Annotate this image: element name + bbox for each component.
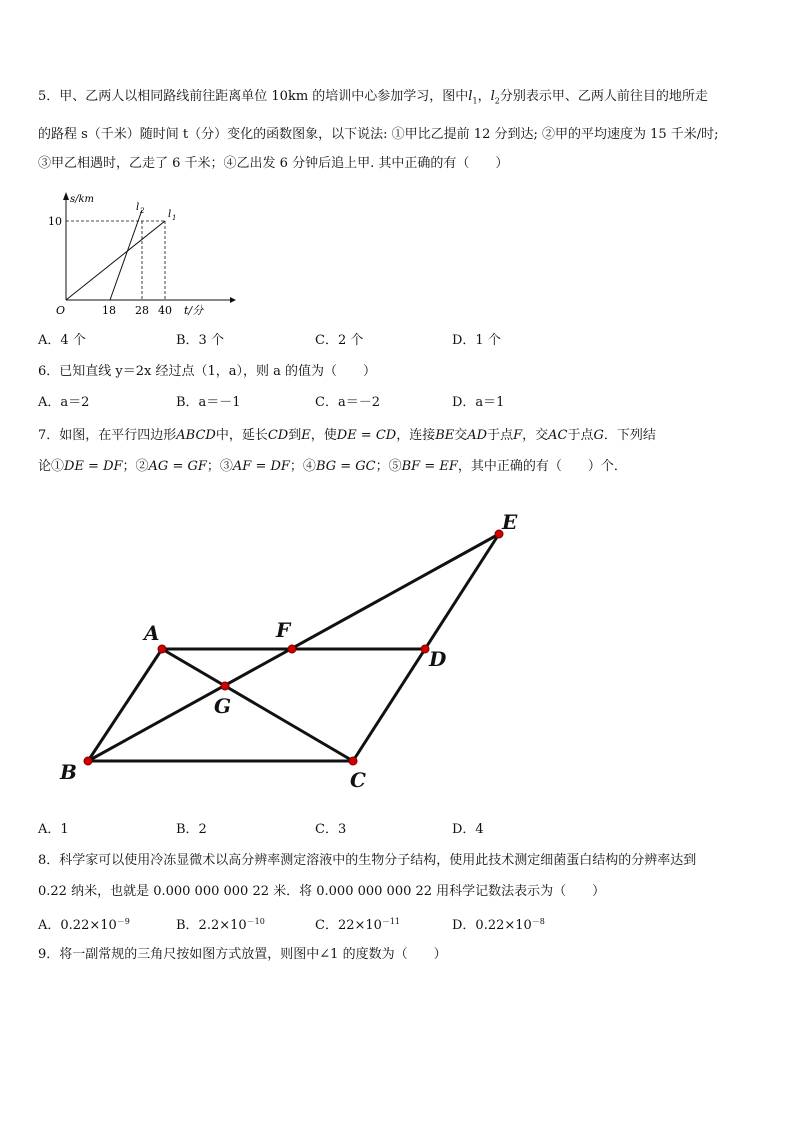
- y-axis-arrow: [63, 192, 69, 200]
- q5-l1-sub: 1: [472, 96, 478, 106]
- point-B: [84, 757, 92, 765]
- q8-option-d-base: D．0.22×10: [452, 918, 532, 933]
- q7-claim-4: BG = GC: [315, 459, 376, 474]
- label-A: A: [144, 621, 160, 645]
- q7-option-c[interactable]: C．3: [315, 822, 347, 837]
- q7-option-a[interactable]: A．1: [38, 822, 69, 837]
- q8-option-c-base: C．22×10: [315, 918, 382, 933]
- q7-be: BE: [435, 428, 455, 443]
- q5-option-b[interactable]: B．3 个: [176, 333, 224, 348]
- point-F: [288, 645, 296, 653]
- q5-text-b: 分别表示甲、乙两人前往目的地所走: [499, 89, 708, 104]
- q7-c-t1: 论①: [38, 459, 65, 474]
- q7-cd: CD: [267, 428, 289, 443]
- q7-c-t2: ；②: [122, 459, 149, 474]
- q5-l2: l: [490, 89, 495, 104]
- q6-option-b[interactable]: B．a＝－1: [176, 395, 241, 410]
- y-tick-10: 10: [48, 215, 62, 228]
- q6-text: 6．已知直线 y＝2x 经过点（1，a），则 a 的值为（ ）: [38, 364, 377, 379]
- q8-option-d-exp: －8: [531, 917, 545, 926]
- q7-c-t6: ，其中正确的有（ ）个．: [457, 459, 627, 474]
- q7-option-b[interactable]: B．2: [176, 822, 207, 837]
- q7-claim-3: AF = DF: [232, 459, 290, 474]
- q5-text-a: 5．甲、乙两人以相同路线前往距离单位 10km 的培训中心参加学习，图中: [38, 89, 469, 104]
- q8-option-c[interactable]: [315, 913, 400, 935]
- q7-t1: 7．如图，在平行四边形: [38, 428, 177, 443]
- q7-e: E: [301, 428, 311, 443]
- q6-option-a[interactable]: A．a＝2: [38, 395, 90, 410]
- label-G: G: [214, 694, 232, 718]
- q7-line-1: [38, 427, 656, 445]
- point-G: [221, 682, 229, 690]
- q7-c-t4: ；④: [289, 459, 316, 474]
- line-l2: [110, 210, 142, 300]
- q7-de-eq-cd: DE = CD: [336, 428, 397, 443]
- q7-option-d[interactable]: D．4: [452, 822, 484, 837]
- q5-option-d[interactable]: D．1 个: [452, 333, 501, 348]
- q7-ac: AC: [548, 428, 568, 443]
- q7-t3: 到: [288, 428, 302, 443]
- q6-option-c[interactable]: C．a＝－2: [315, 395, 380, 410]
- q7-abcd: ABCD: [176, 428, 216, 443]
- q8-line-2: 0.22 纳米，也就是 0.000 000 000 22 米．将 0.000 000 000 22 用科学记数法表示为（ ）: [38, 884, 606, 899]
- segment-AB: [88, 649, 162, 761]
- q7-parallelogram-figure: [0, 500, 794, 800]
- q8-option-b[interactable]: [176, 913, 265, 935]
- q7-line-2: [38, 458, 627, 476]
- q8-line-1: 8．科学家可以使用冷冻显微术以高分辨率测定溶液中的生物分子结构，使用此技术测定细菌蛋白结构的分辨率达到: [38, 853, 697, 868]
- q5-line-1: [38, 88, 708, 111]
- q7-f: F: [513, 428, 523, 443]
- y-axis-label: s/km: [70, 194, 95, 205]
- label-l2: l: [136, 202, 140, 213]
- label-l1: l: [168, 209, 172, 220]
- q5-line-2: 的路程 s（千米）随时间 t（分）变化的函数图象，以下说法: ①甲比乙提前 12 分到达; ②甲的平均速度为 15 千米/时;: [38, 127, 719, 142]
- x-axis-arrow: [230, 297, 236, 303]
- q7-claim-2: AG = GF: [148, 459, 207, 474]
- q5-option-a[interactable]: A．4 个: [38, 333, 86, 348]
- label-E: E: [502, 510, 518, 534]
- q7-c-t3: ；③: [206, 459, 233, 474]
- x-tick-28: 28: [135, 304, 149, 317]
- q7-g: G: [593, 428, 604, 443]
- q5-sep: ，: [477, 89, 491, 104]
- q7-claim-1: DE = DF: [64, 459, 123, 474]
- label-C: C: [350, 768, 366, 792]
- q6-option-d[interactable]: D．a＝1: [452, 395, 505, 410]
- x-tick-18: 18: [102, 304, 116, 317]
- q8-option-a-base: A．0.22×10: [38, 918, 117, 933]
- q5-distance-time-graph: [38, 188, 238, 328]
- q9-text: 9．将一副常规的三角尺按如图方式放置，则图中∠1 的度数为（ ）: [38, 947, 447, 962]
- q5-l2-sub: 2: [494, 96, 500, 106]
- q7-t8: ，交: [522, 428, 549, 443]
- x-axis-label: t/分: [184, 304, 204, 317]
- label-l2-sub: 2: [140, 207, 145, 215]
- q8-option-b-exp: －10: [246, 917, 265, 926]
- origin-label: O: [56, 304, 66, 317]
- q7-ad: AD: [467, 428, 488, 443]
- line-l1: [66, 221, 165, 300]
- q8-option-a[interactable]: [38, 913, 130, 935]
- q5-l1: l: [468, 89, 473, 104]
- q8-option-a-exp: －9: [116, 917, 130, 926]
- q7-t6: 交: [454, 428, 468, 443]
- point-D: [421, 645, 429, 653]
- q5-line-3: ③甲乙相遇时，乙走了 6 千米；④乙出发 6 分钟后追上甲. 其中正确的有（ ）: [38, 156, 509, 171]
- point-A: [158, 645, 166, 653]
- q5-option-c[interactable]: C．2 个: [315, 333, 364, 348]
- label-F: F: [276, 618, 291, 642]
- q8-option-b-base: B．2.2×10: [176, 918, 247, 933]
- label-B: B: [60, 760, 77, 784]
- label-l1-sub: 1: [172, 214, 177, 222]
- q7-t4: ，使: [310, 428, 337, 443]
- q7-t5: ，连接: [396, 428, 436, 443]
- q8-option-d[interactable]: [452, 913, 545, 935]
- q7-t2: 中，延长: [215, 428, 268, 443]
- q7-t9: 于点: [567, 428, 594, 443]
- label-D: D: [429, 647, 447, 671]
- q8-option-c-exp: －11: [381, 917, 401, 926]
- q7-t7: 于点: [487, 428, 514, 443]
- point-C: [349, 757, 357, 765]
- x-tick-40: 40: [158, 304, 172, 317]
- q7-t10: ．下列结: [603, 428, 656, 443]
- q7-claim-5: BF = EF: [401, 459, 458, 474]
- q7-c-t5: ；⑤: [375, 459, 402, 474]
